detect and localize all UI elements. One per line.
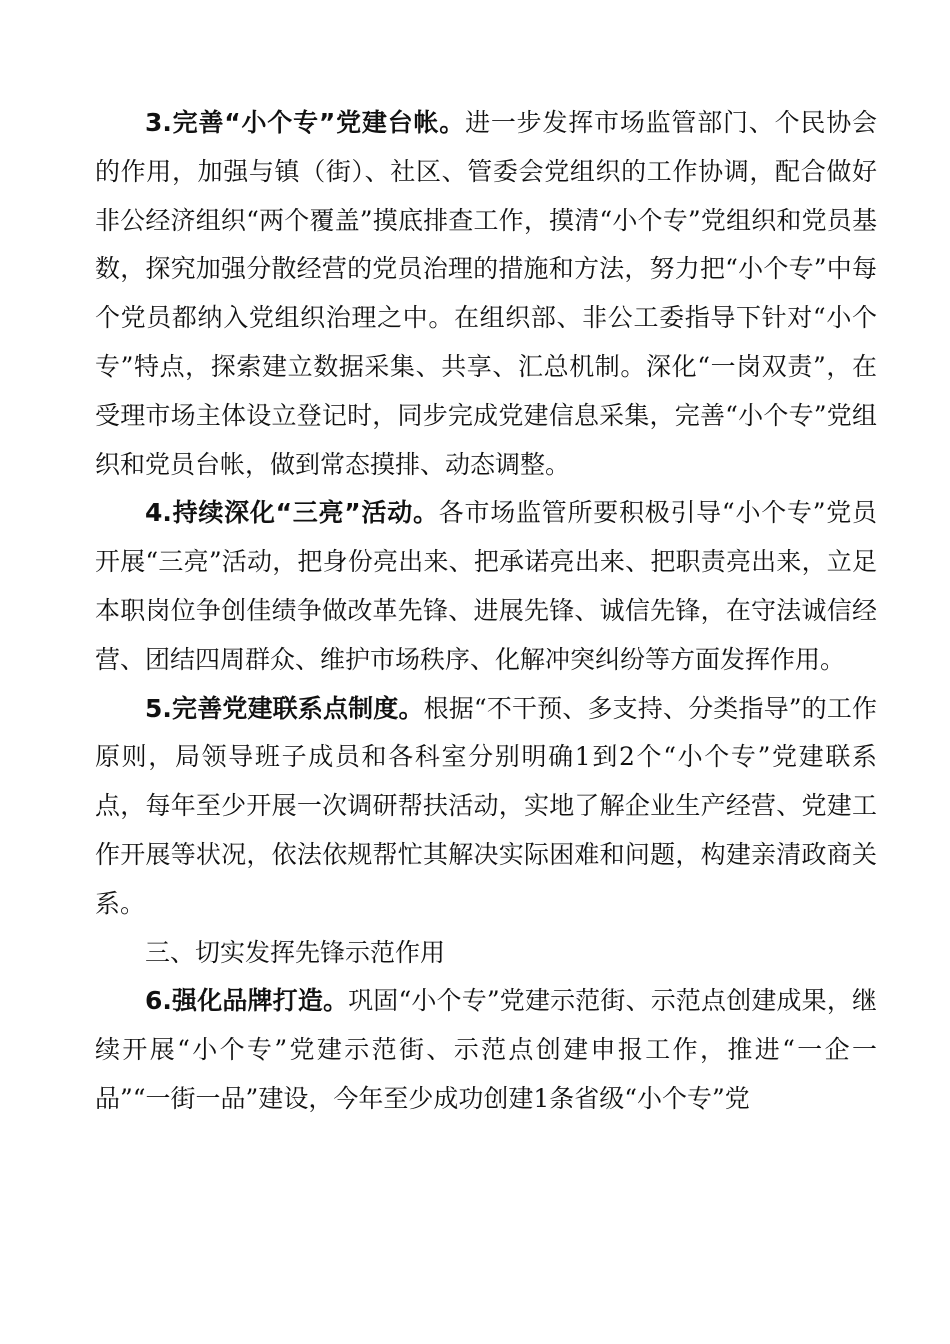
paragraph-6 — [95, 977, 877, 1123]
paragraph-3-body: 进一步发挥市场监管部门、个民协会的作用，加强与镇（街）、社区、管委会党组织的工作协调，配合做好非公经济组织“两个覆盖”摸底排查工作，摸清“小个专”党组织和党员基数，探究加强分散经营的党员治理的措施和方法，努力把“小个专”中每个党员都纳入党组织治理之中。在组织部、非公工委指导下针对“小个专”特点，探索建立数据采集、共享、汇总机制。深化“一岗双责”，在受理市场主体设立登记时，同步完成党建信息采集，完善“小个专”党组织和党员台帐，做到常态摸排、动态调整。 — [95, 108, 877, 479]
document-body — [95, 99, 877, 1124]
paragraph-4 — [95, 489, 877, 684]
paragraph-4-body: 各市场监管所要积极引导“小个专”党员开展“三亮”活动，把身份亮出来、把承诺亮出来、把职责亮出来，立足本职岗位争创佳绩争做改革先锋、进展先锋、诚信先锋，在守法诚信经营、团结四周群众、维护市场秩序、化解冲突纠纷等方面发挥作用。 — [95, 498, 877, 674]
paragraph-5-heading: 5.完善党建联系点制度。 — [145, 693, 424, 723]
paragraph-5 — [95, 685, 877, 929]
section-title: 三、切实发挥先锋示范作用 — [145, 937, 446, 967]
paragraph-3 — [95, 99, 877, 489]
paragraph-6-heading: 6.强化品牌打造。 — [145, 986, 349, 1016]
paragraph-4-heading: 4.持续深化“三亮”活动。 — [145, 498, 439, 528]
paragraph-6-body: 巩固“小个专”党建示范街、示范点创建成果，继续开展“小个专”党建示范街、示范点创建申报工作，推进“一企一品”“一街一品”建设，今年至少成功创建1条省级“小个专”党 — [95, 986, 877, 1113]
paragraph-5-body: 根据“不干预、多支持、分类指导”的工作原则，局领导班子成员和各科室分别明确1到2个“小个专”党建联系点，每年至少开展一次调研帮扶活动，实地了解企业生产经营、党建工作开展等状况，依法依规帮忙其解决实际困难和问题，构建亲清政商关系。 — [95, 693, 877, 918]
paragraph-3-heading: 3.完善“小个专”党建台帐。 — [145, 108, 466, 137]
